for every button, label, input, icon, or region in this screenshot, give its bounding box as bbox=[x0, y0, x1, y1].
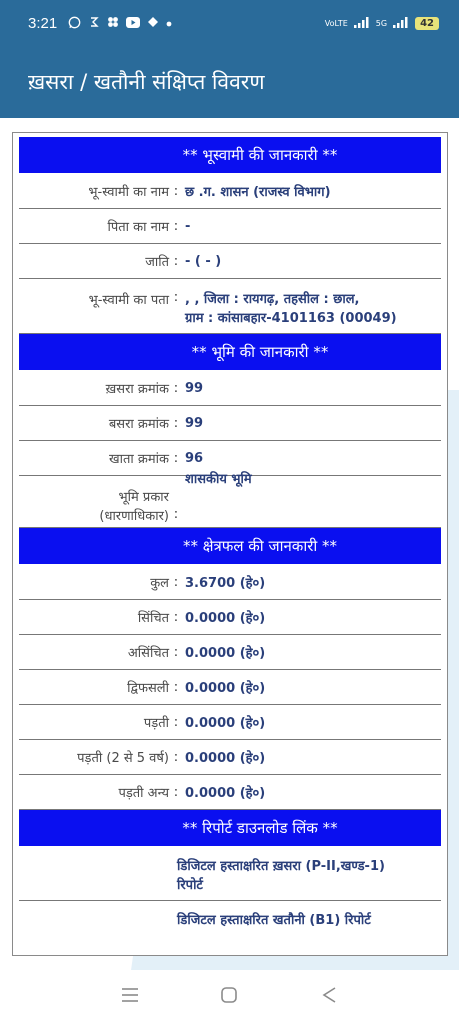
row-value: 96 bbox=[185, 450, 204, 466]
khasra-report-line-2[interactable]: रिपोर्ट bbox=[177, 878, 203, 893]
status-bar bbox=[0, 0, 459, 46]
row-colon: : bbox=[173, 253, 179, 269]
row-value: 0.0000 (हे०) bbox=[185, 611, 266, 626]
signal-icon bbox=[354, 17, 370, 30]
row-label: पड़ती अन्य bbox=[118, 786, 169, 801]
row-colon: : bbox=[173, 749, 179, 765]
back-icon bbox=[321, 986, 337, 1008]
row-colon: : bbox=[173, 644, 179, 660]
row-label: भू-स्वामी का नाम bbox=[88, 185, 169, 200]
khatauni-report-link[interactable] bbox=[19, 901, 441, 937]
unirrigated-area-row bbox=[19, 635, 441, 670]
row-label: जाति bbox=[145, 255, 169, 270]
owner-name-row bbox=[19, 174, 441, 209]
row-colon: : bbox=[173, 218, 179, 234]
row-value: 3.6700 (हे०) bbox=[185, 576, 266, 591]
total-area-row bbox=[19, 565, 441, 600]
row-colon: : bbox=[173, 450, 179, 466]
whatsapp-icon bbox=[68, 16, 81, 31]
battery-icon: 42 bbox=[415, 17, 439, 30]
fallow-area-row bbox=[19, 705, 441, 740]
home-button[interactable] bbox=[209, 982, 249, 1012]
khasra-number-row bbox=[19, 371, 441, 406]
owner-section-header: ** भूस्वामी की जानकारी ** bbox=[19, 137, 441, 173]
row-label: कुल bbox=[150, 576, 169, 591]
page-title: ख़सरा / खतौनी संक्षिप्त विवरण bbox=[28, 70, 265, 94]
father-name-row bbox=[19, 209, 441, 244]
row-label: पड़ती (2 से 5 वर्ष) bbox=[77, 751, 169, 766]
wifi-signal-icon bbox=[393, 17, 409, 30]
row-value: - ( - ) bbox=[185, 253, 222, 269]
basra-number-row bbox=[19, 406, 441, 441]
row-label: द्विफसली bbox=[127, 681, 169, 696]
details-card bbox=[12, 132, 448, 956]
app-bar bbox=[0, 46, 459, 118]
details-table bbox=[19, 137, 441, 937]
row-value: 99 bbox=[185, 380, 204, 396]
owner-address-row bbox=[19, 279, 441, 334]
land-type-label-line-2: (धारणाधिकार) bbox=[99, 509, 169, 524]
home-icon bbox=[220, 986, 238, 1008]
nfc-icon bbox=[88, 16, 100, 30]
row-value: 0.0000 (हे०) bbox=[185, 751, 266, 766]
row-colon: : bbox=[173, 679, 179, 695]
khasra-report-line-1[interactable]: डिजिटल हस्ताक्षरित ख़सरा (P-II,खण्ड-1) bbox=[177, 859, 385, 874]
status-left-group bbox=[28, 15, 172, 32]
row-colon: : bbox=[173, 609, 179, 625]
row-label bbox=[19, 488, 169, 526]
pinwheel-icon bbox=[107, 16, 119, 30]
row-label: खाता क्रमांक bbox=[108, 452, 169, 467]
khasra-report-link[interactable] bbox=[19, 847, 441, 901]
row-label: पिता का नाम bbox=[107, 220, 169, 235]
notification-app-icon bbox=[147, 16, 159, 30]
row-label: भू-स्वामी का पता bbox=[88, 293, 169, 308]
khatauni-report-link-text[interactable]: डिजिटल हस्ताक्षरित खतौनी (B1) रिपोर्ट bbox=[177, 913, 371, 928]
row-value: छ .ग. शासन (राजस्व विभाग) bbox=[185, 185, 331, 200]
row-colon: : bbox=[173, 574, 179, 590]
row-label: बसरा क्रमांक bbox=[108, 417, 169, 432]
row-value: 0.0000 (हे०) bbox=[185, 681, 266, 696]
row-value: 99 bbox=[185, 415, 204, 431]
address-line-2: ग्राम : कांसाबहार-4101163 (00049) bbox=[185, 311, 397, 326]
network-label: VoLTE bbox=[324, 18, 348, 28]
row-colon: : bbox=[173, 507, 179, 522]
row-value: 0.0000 (हे०) bbox=[185, 786, 266, 801]
report-section-header: ** रिपोर्ट डाउनलोड लिंक ** bbox=[19, 810, 441, 846]
row-label: सिंचित bbox=[137, 611, 169, 626]
double-crop-area-row bbox=[19, 670, 441, 705]
status-time: 3:21 bbox=[28, 14, 58, 32]
row-value: - bbox=[185, 218, 191, 234]
land-type-row bbox=[19, 472, 441, 528]
recents-icon bbox=[121, 987, 139, 1007]
back-button[interactable] bbox=[309, 982, 349, 1012]
row-label: ख़सरा क्रमांक bbox=[105, 382, 169, 397]
status-right-group bbox=[325, 17, 439, 30]
row-colon: : bbox=[173, 183, 179, 199]
irrigated-area-row bbox=[19, 600, 441, 635]
system-nav-bar bbox=[0, 970, 459, 1024]
data-label: 5G bbox=[375, 18, 388, 28]
row-colon: : bbox=[173, 714, 179, 730]
row-colon: : bbox=[173, 784, 179, 800]
row-value: 0.0000 (हे०) bbox=[185, 646, 266, 661]
row-value: 0.0000 (हे०) bbox=[185, 716, 266, 731]
row-label: असिंचित bbox=[127, 646, 169, 661]
address-line-1: , , जिला : रायगढ़, तहसील : छाल, bbox=[185, 292, 360, 307]
area-section-header: ** क्षेत्रफल की जानकारी ** bbox=[19, 528, 441, 564]
row-value: शासकीय भूमि bbox=[185, 472, 252, 487]
row-colon: : bbox=[173, 415, 179, 431]
fallow-2-5-years-row bbox=[19, 740, 441, 775]
land-type-label-line-1: भूमि प्रकार bbox=[118, 490, 169, 505]
caste-row bbox=[19, 244, 441, 279]
row-label: पड़ती bbox=[143, 716, 169, 731]
fallow-other-row bbox=[19, 775, 441, 810]
youtube-icon bbox=[126, 17, 140, 30]
row-value bbox=[183, 290, 441, 328]
row-colon: : bbox=[173, 380, 179, 396]
khasra-report-link-text[interactable] bbox=[177, 857, 385, 900]
dot-icon bbox=[166, 17, 172, 29]
row-colon: : bbox=[173, 290, 179, 305]
recents-button[interactable] bbox=[110, 982, 150, 1012]
land-section-header: ** भूमि की जानकारी ** bbox=[19, 334, 441, 370]
